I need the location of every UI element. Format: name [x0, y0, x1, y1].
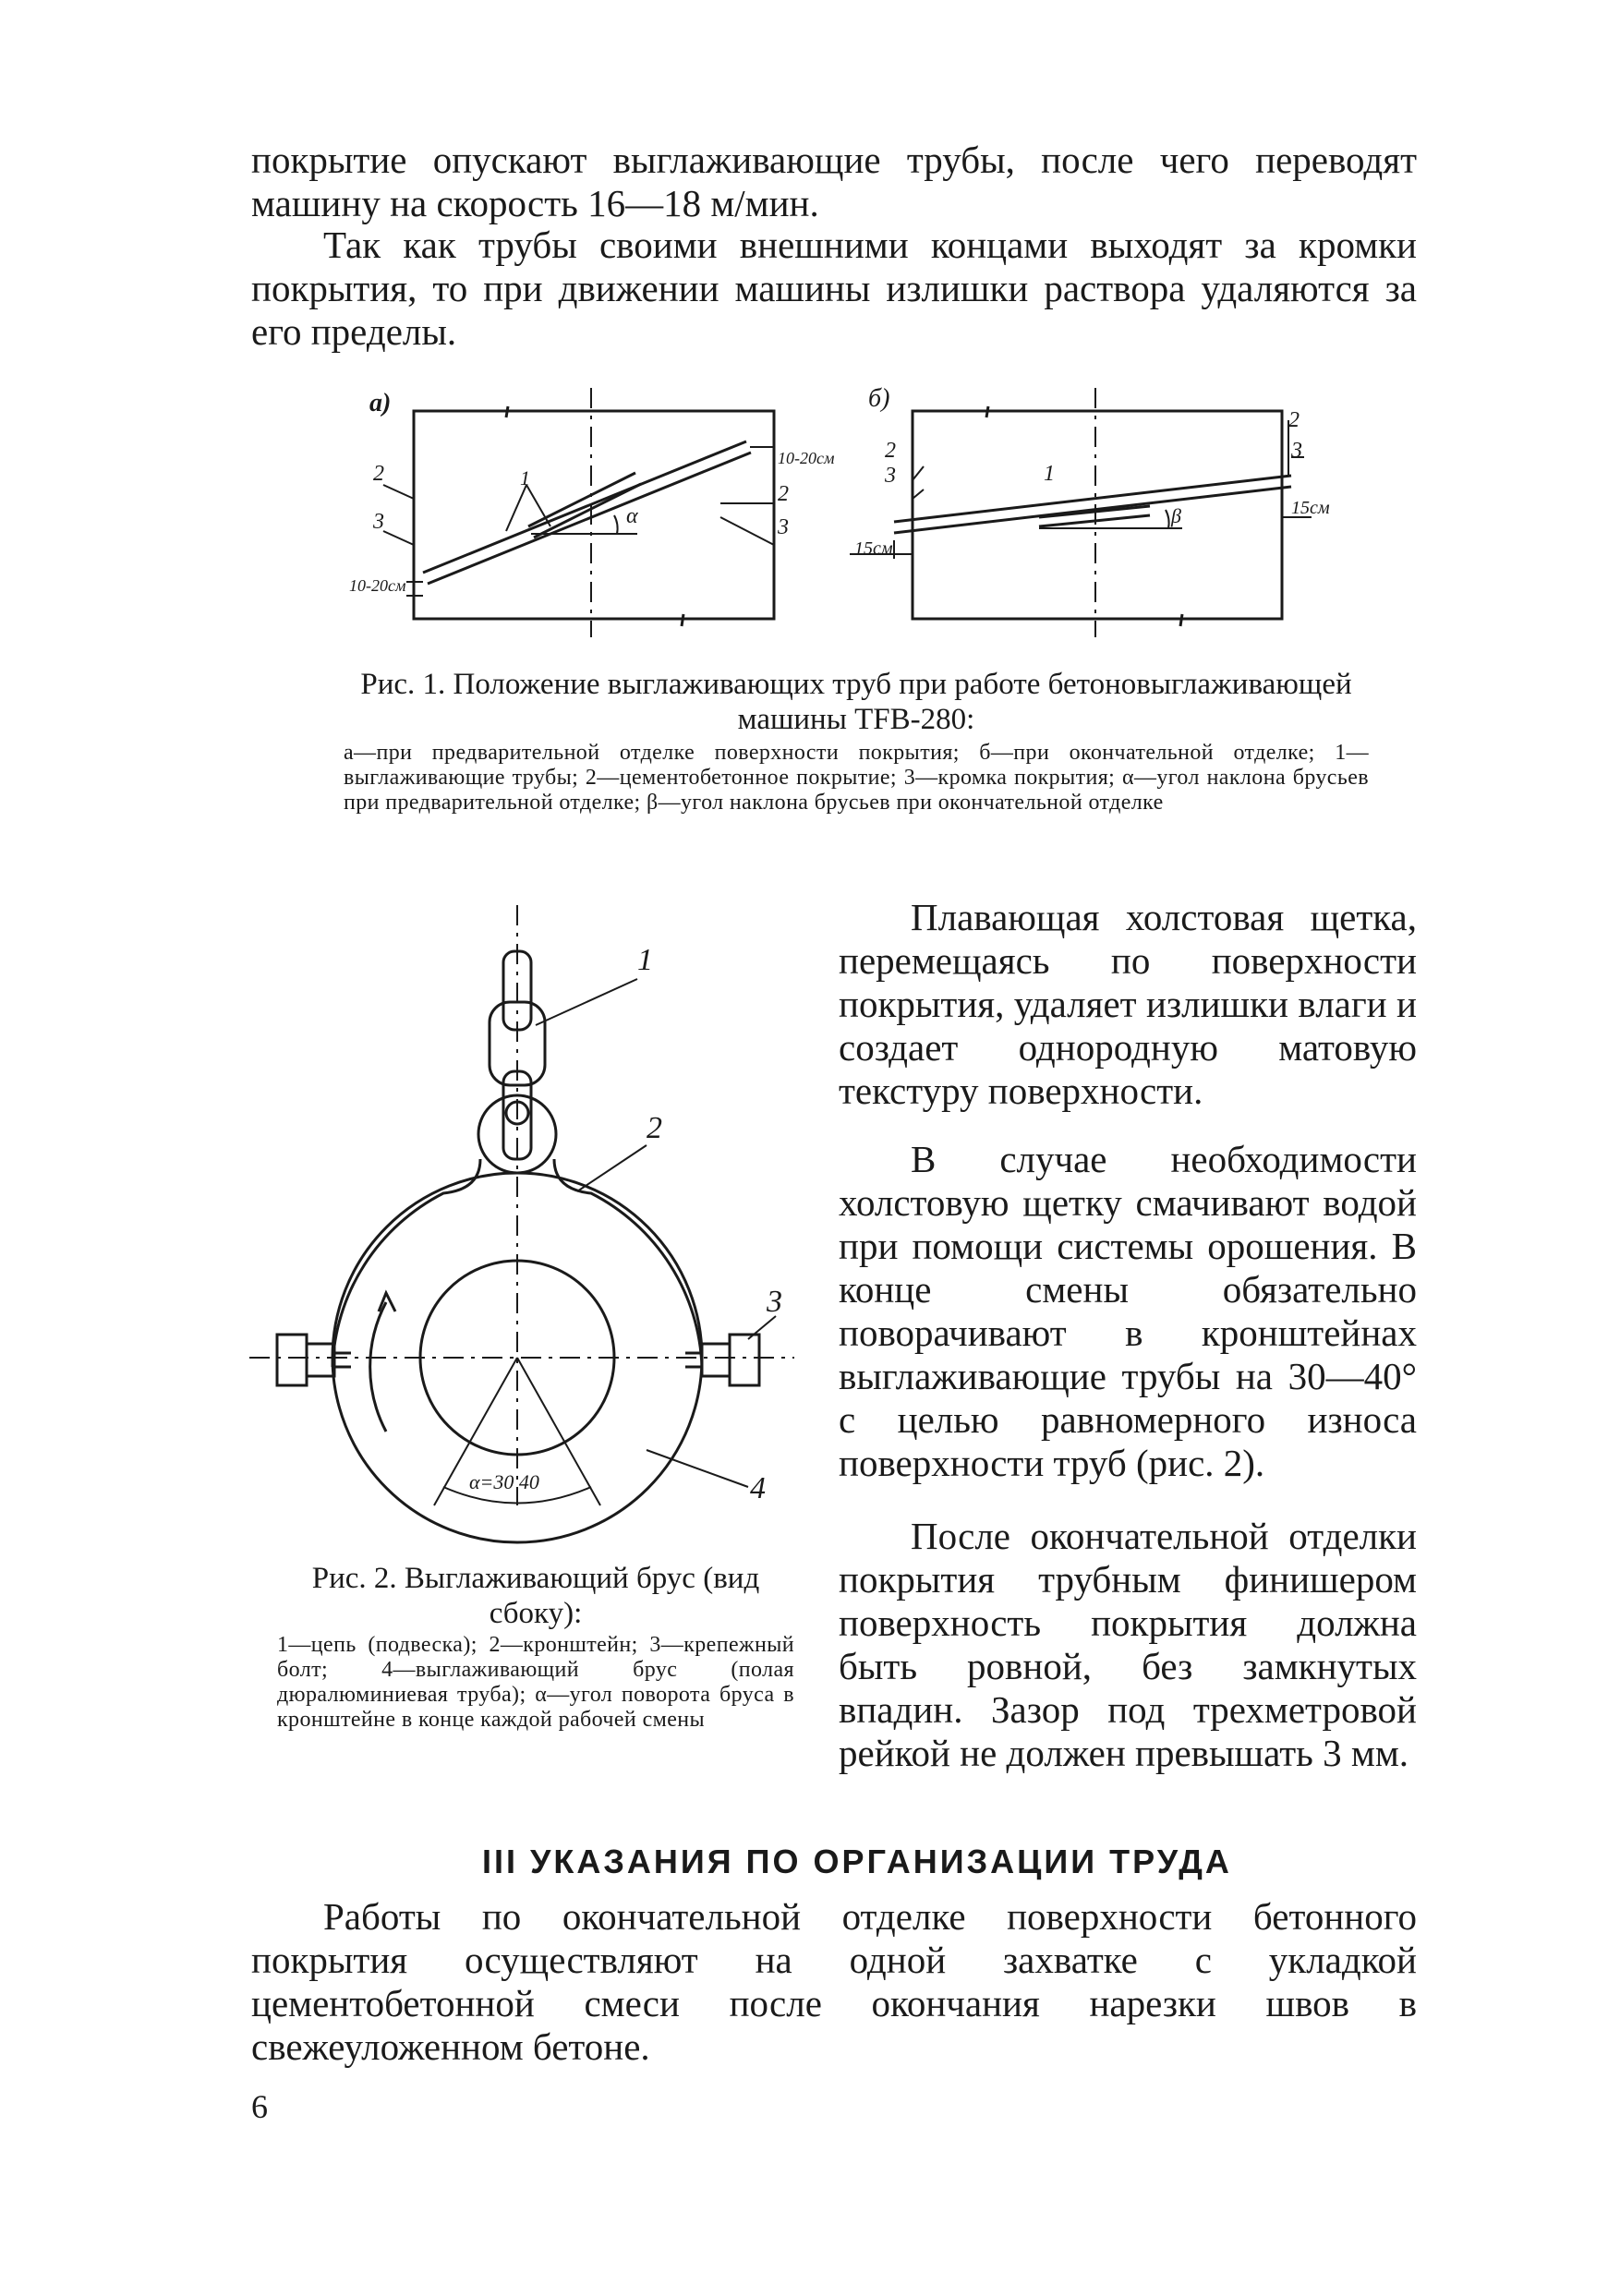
fig1-b-num-3-right: 3 — [1291, 439, 1302, 463]
fig2-num-2: 2 — [647, 1111, 662, 1145]
fig2-num-3: 3 — [767, 1285, 782, 1319]
figure-1-caption-title: Рис. 1. Положение выглаживающих труб при работе бетоновыглаживающей машины TFB-280: — [360, 668, 1352, 736]
fig1-a-alpha: α — [626, 504, 638, 528]
figure-1a — [349, 388, 835, 637]
fig1-a-num-2-right: 2 — [778, 482, 789, 506]
paragraph-continuation: покрытие опускают выглаживающие трубы, после чего переводят машину на скорость 16—18 м/мин. — [251, 139, 1417, 224]
fig1-b-num-2-right: 2 — [1288, 408, 1300, 432]
figure-2-caption-legend: 1—цепь (подвеска); 2—кронштейн; 3—крепежный болт; 4—выглаживающий брус (полая дюралюминиевая труба); α—угол поворота бруса в кронштейне в конце каждой рабочей смены — [277, 1633, 794, 1732]
fig1-a-num-2-left: 2 — [373, 462, 384, 486]
fig1-b-num-2-left: 2 — [885, 439, 896, 463]
figure-2-diagram — [249, 905, 794, 1542]
fig2-angle-label: α=30 40 — [469, 1470, 539, 1493]
fig1-label-b: б) — [868, 384, 890, 413]
fig1-b-dim-left: 15см — [854, 538, 893, 559]
fig1-b-dim-right: 15см — [1291, 498, 1330, 518]
paragraph-brush: Плавающая холстовая щетка, перемещаясь по поверхности покрытия, удаляет излишки влаги и создает однородную матовую текстуру поверхности. — [839, 896, 1417, 1112]
fig1-a-num-3-left: 3 — [373, 510, 384, 534]
fig1-a-num-3-right: 3 — [778, 515, 789, 539]
paragraph-final-finish: После окончательной отделки покрытия трубным финишером поверхность покрытия должна быть ровной, без замкнутых впадин. Зазор под трехметровой рейкой не должен превышать 3 мм. — [839, 1515, 1417, 1774]
fig2-num-1: 1 — [637, 943, 653, 977]
paragraph-wetting: В случае необходимости холстовую щетку смачивают водой при помощи системы орошения. В конце смены обязательно поворачивают в кронштейнах выглаживающие трубы на 30—40° с целью равномерного износа поверхности труб (рис. 2). — [839, 1138, 1417, 1484]
figure-1-caption-legend: а—при предварительной отделке поверхности покрытия; б—при окончательной отделке; 1—выглаживающие трубы; 2—цементобетонное покрытие; 3—кромка покрытия; α—угол наклона брусьев при предварительной отделке; β—угол наклона брусьев при окончательной отделке — [344, 741, 1369, 815]
fig1-b-beta: β — [1171, 504, 1181, 527]
paragraph-labor-organization: Работы по окончательной отделке поверхности бетонного покрытия осуществляют на одной захватке с укладкой цементобетонной смеси после окончания нарезки швов в свежеуложенном бетоне. — [251, 1895, 1417, 2068]
paragraph-pipes-edges: Так как трубы своими внешними концами выходят за кромки покрытия, то при движении машины излишки раствора удаляются за его пределы. — [251, 224, 1417, 353]
figure-2-caption-title: Рис. 2. Выглаживающий брус (вид сбоку): — [311, 1562, 760, 1630]
fig1-a-num-1: 1 — [520, 466, 530, 489]
page-number: 6 — [251, 2088, 268, 2125]
fig2-num-4: 4 — [750, 1471, 766, 1505]
fig1-a-dim-left: 10-20см — [349, 576, 406, 595]
fig1-label-a: а) — [369, 389, 392, 417]
figure-1b — [850, 384, 1330, 637]
fig1-a-dim-right: 10-20см — [778, 449, 835, 467]
fig1-b-num-3-left: 3 — [885, 464, 896, 488]
fig1-b-num-1: 1 — [1044, 462, 1055, 486]
section-heading: III УКАЗАНИЯ ПО ОРГАНИЗАЦИИ ТРУДА — [482, 1843, 1232, 1880]
